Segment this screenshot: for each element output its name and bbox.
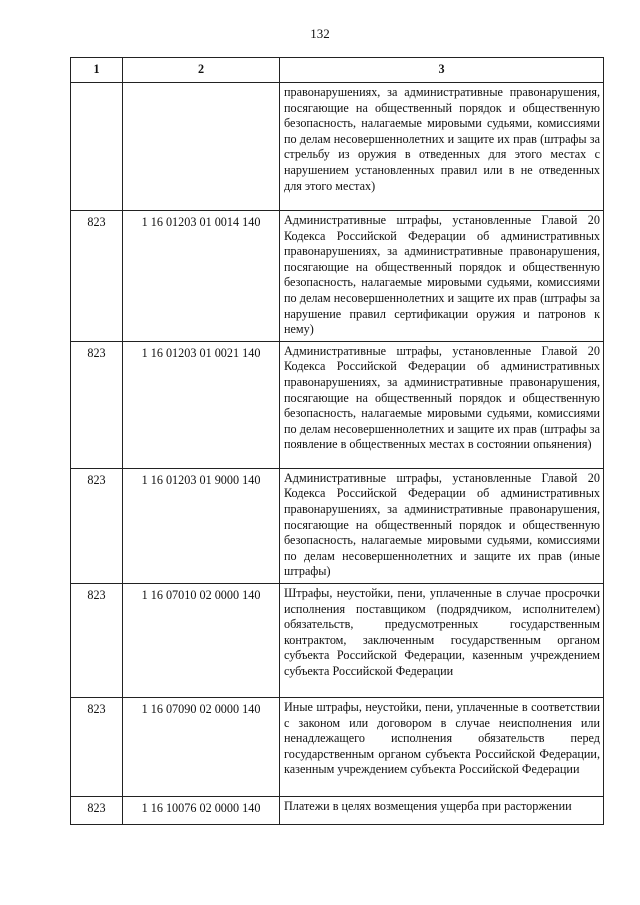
admin-code-cell: 823 bbox=[71, 583, 123, 697]
table-row bbox=[71, 83, 604, 211]
description-cell: правонарушениях, за административные правонарушения, посягающие на общественный порядок и общественную безопасность, налагаемые мировыми судьями, комиссиями по делам несовершеннолетних и защите их прав (штрафы за стрельбу из оружия в отведенных для этого местах с нарушением установленных правил или в не отведенных для этого местах) bbox=[280, 83, 604, 211]
budget-codes-table bbox=[70, 57, 604, 825]
table-row bbox=[71, 341, 604, 468]
budget-code-cell: 1 16 01203 01 9000 140 bbox=[123, 468, 280, 583]
description-cell: Иные штрафы, неустойки, пени, уплаченные в соответствии с законом или договором в случае неисполнения или ненадлежащего исполнения обязательств перед государственным органом субъекта Российской Федерации, казенным учреждением субъекта Российской Федерации bbox=[280, 697, 604, 796]
budget-code-cell: 1 16 07090 02 0000 140 bbox=[123, 697, 280, 796]
admin-code-cell: 823 bbox=[71, 341, 123, 468]
budget-code-cell bbox=[123, 83, 280, 211]
column-header-3: 3 bbox=[280, 58, 604, 83]
admin-code-cell: 823 bbox=[71, 697, 123, 796]
table-row bbox=[71, 211, 604, 342]
table-header-row bbox=[71, 58, 604, 83]
admin-code-cell: 823 bbox=[71, 211, 123, 342]
admin-code-cell bbox=[71, 83, 123, 211]
page-number: 132 bbox=[310, 26, 330, 41]
budget-code-cell: 1 16 01203 01 0021 140 bbox=[123, 341, 280, 468]
budget-code-cell: 1 16 07010 02 0000 140 bbox=[123, 583, 280, 697]
table-row bbox=[71, 468, 604, 583]
column-header-1: 1 bbox=[71, 58, 123, 83]
admin-code-cell: 823 bbox=[71, 796, 123, 824]
description-cell: Административные штрафы, установленные Главой 20 Кодекса Российской Федерации об административных правонарушениях, за административные правонарушения, посягающие на общественный порядок и общественную безопасность, налагаемые мировыми судьями, комиссиями по делам несовершеннолетних и защите их прав (штрафы за появление в общественных местах в состоянии опьянения) bbox=[280, 341, 604, 468]
table-row bbox=[71, 796, 604, 824]
description-cell: Платежи в целях возмещения ущерба при расторжении bbox=[280, 796, 604, 824]
table-row bbox=[71, 583, 604, 697]
description-cell: Штрафы, неустойки, пени, уплаченные в случае просрочки исполнения поставщиком (подрядчиком, исполнителем) обязательств, предусмотренных государственным контрактом, заключенным государственным органом субъекта Российской Федерации, казенным учреждением субъекта Российской Федерации bbox=[280, 583, 604, 697]
budget-code-cell: 1 16 01203 01 0014 140 bbox=[123, 211, 280, 342]
description-cell: Административные штрафы, установленные Главой 20 Кодекса Российской Федерации об административных правонарушениях, за административные правонарушения, посягающие на общественный порядок и общественную безопасность, налагаемые мировыми судьями, комиссиями по делам несовершеннолетних и защите их прав (иные штрафы) bbox=[280, 468, 604, 583]
table-row bbox=[71, 697, 604, 796]
admin-code-cell: 823 bbox=[71, 468, 123, 583]
column-header-2: 2 bbox=[123, 58, 280, 83]
description-cell: Административные штрафы, установленные Главой 20 Кодекса Российской Федерации об административных правонарушениях, за административные правонарушения, посягающие на общественный порядок и общественную безопасность, налагаемые мировыми судьями, комиссиями по делам несовершеннолетних и защите их прав (штрафы за нарушение правил сертификации оружия и патронов к нему) bbox=[280, 211, 604, 342]
budget-code-cell: 1 16 10076 02 0000 140 bbox=[123, 796, 280, 824]
